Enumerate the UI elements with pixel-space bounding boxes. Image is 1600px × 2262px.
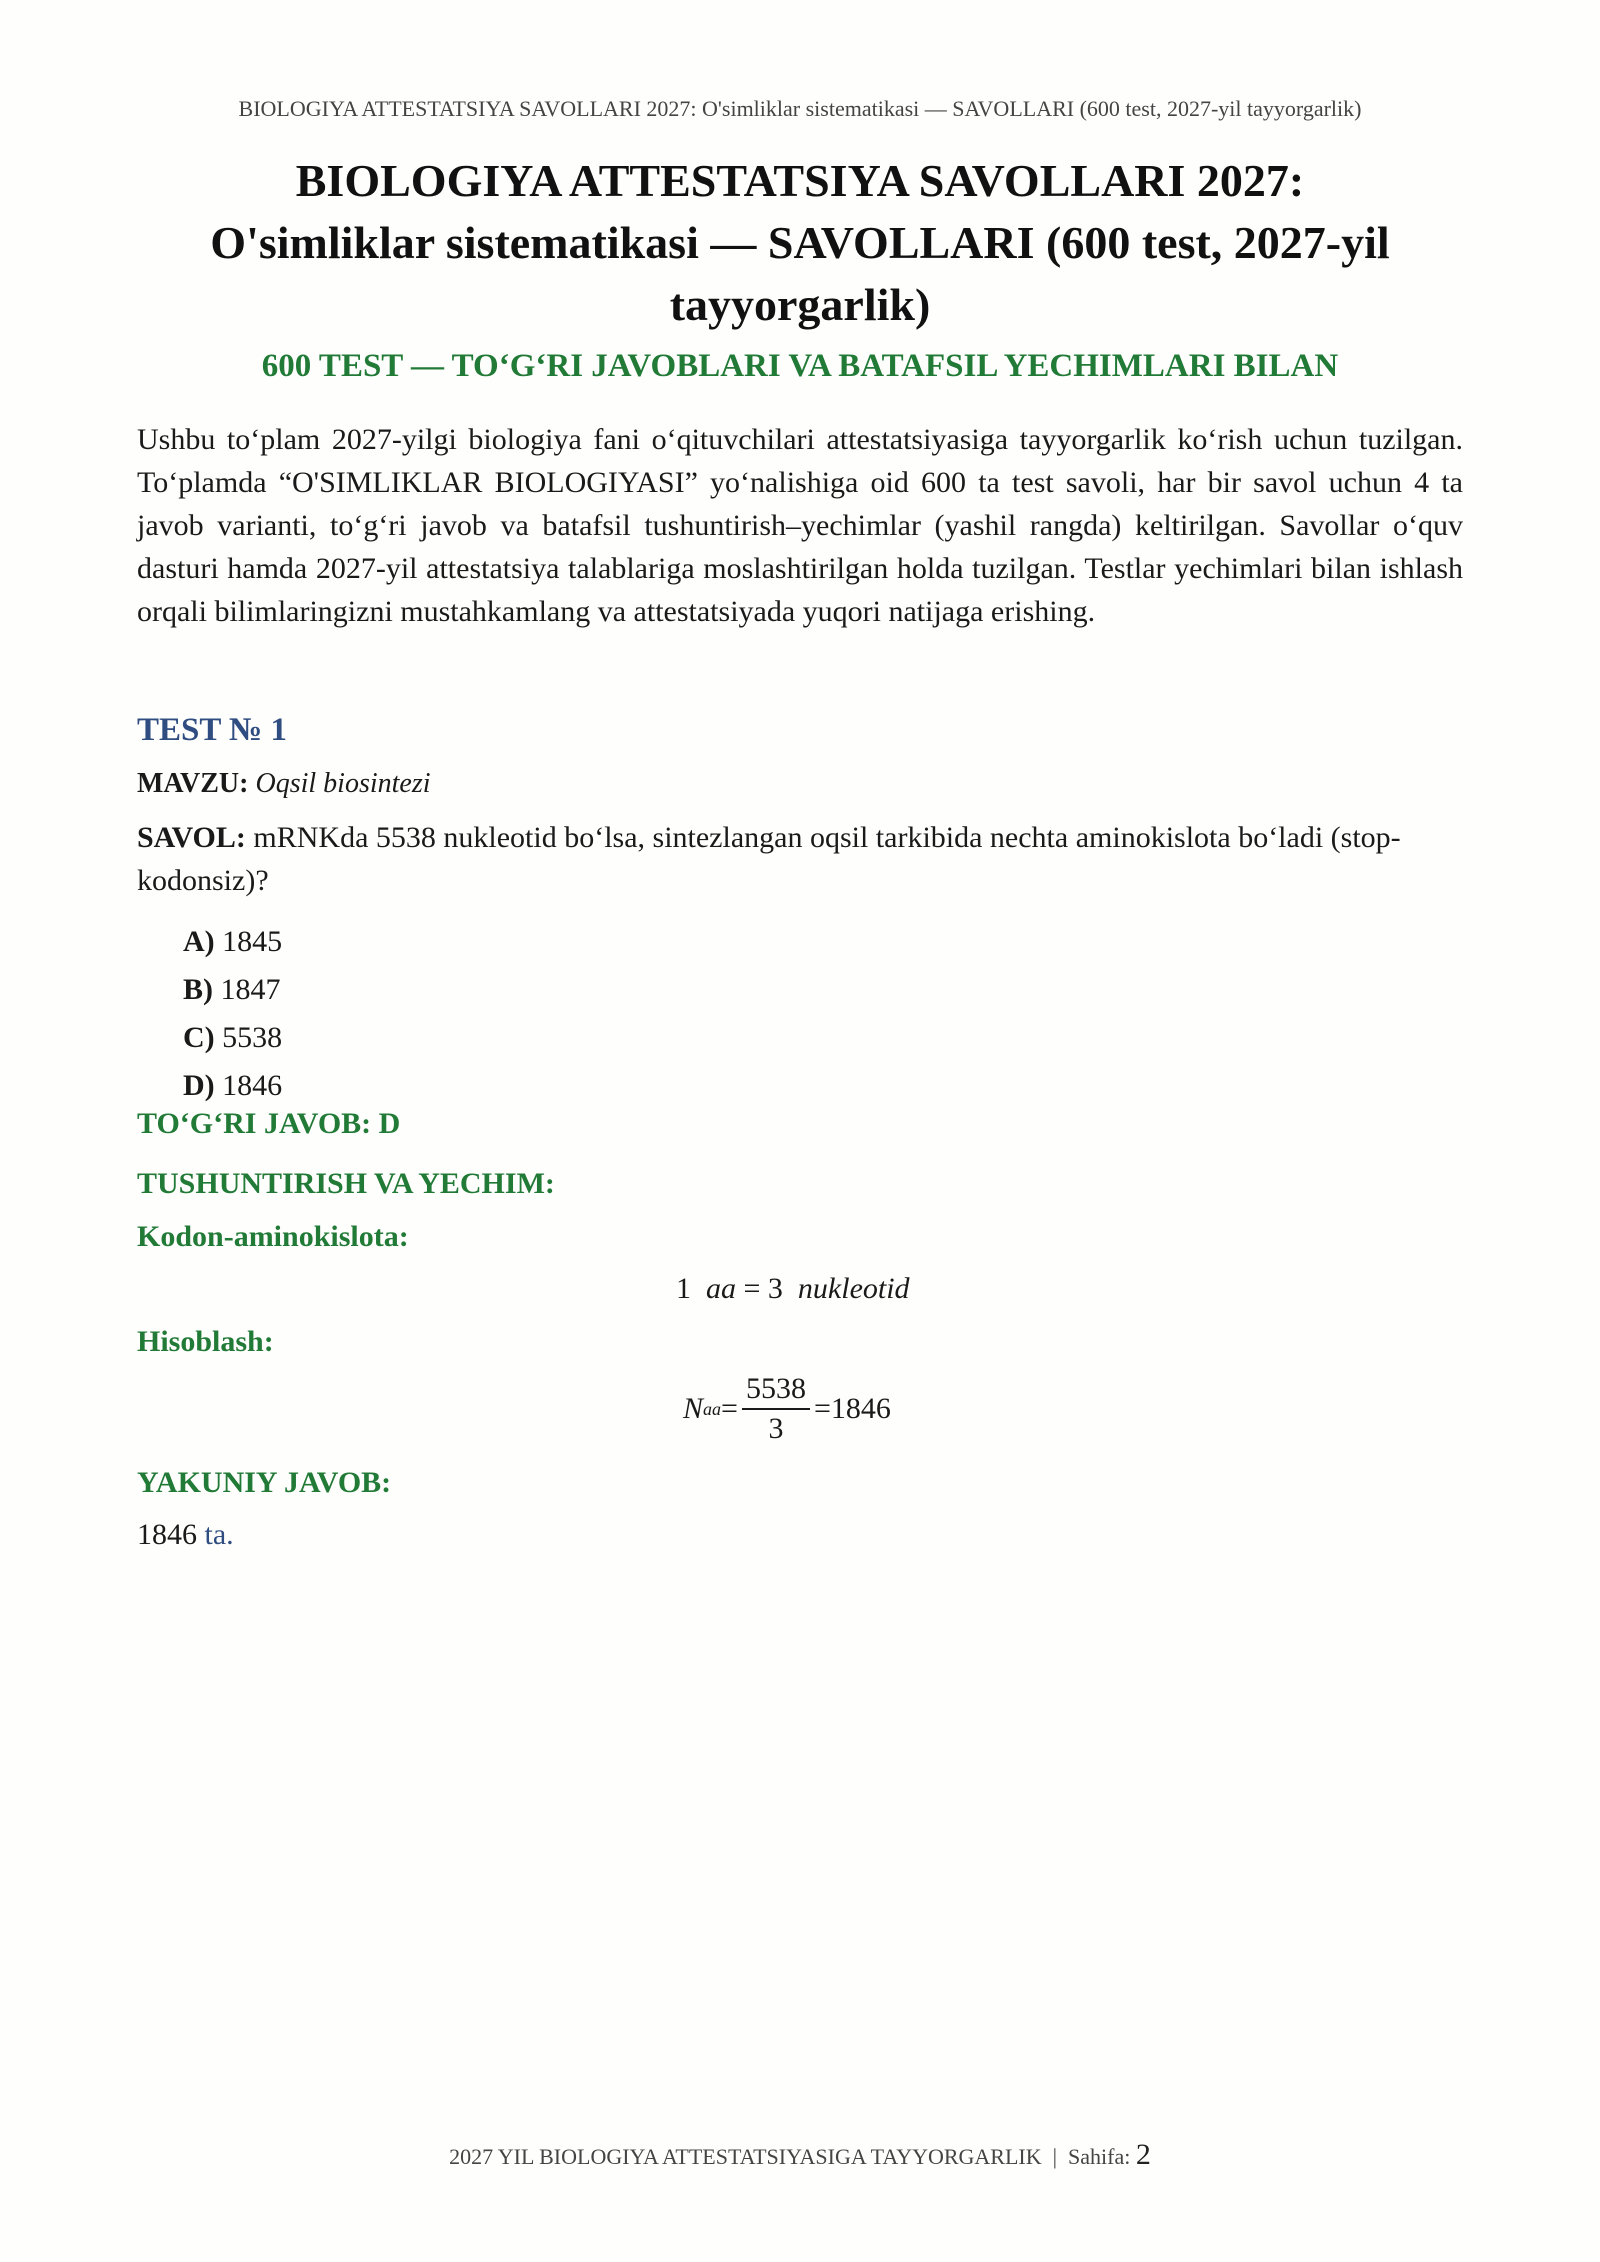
answer-options xyxy=(183,918,282,1110)
intro-paragraph: Ushbu to‘plam 2027-yilgi biologiya fani o‘qituvchilari attestatsiyasiga tayyorgarlik ko‘rish uchun tuzilgan. To‘plamda “O'SIMLIKLAR BIOLOGIYASI” yo‘nalishiga oid 600 ta test savoli, har bir savol uchun 4 ta javob varianti, to‘g‘ri javob va batafsil tushuntirish–yechimlar (yashil rangda) keltirilgan. Savollar o‘quv dasturi hamda 2027-yil attestatsiya talablariga moslashtirilgan holda tuzilgan. Testlar yechimlari bilan ishlash orqali bilimlaringizni mustahkamlang va attestatsiyada yuqori natijaga erishing. xyxy=(137,423,1463,628)
option-letter: A) xyxy=(183,925,215,958)
explanation-heading: TUSHUNTIRISH VA YECHIM: xyxy=(137,1167,555,1200)
formula-equals: = xyxy=(721,1392,738,1425)
correct-answer: TO‘G‘RI JAVOB: D xyxy=(137,1107,401,1140)
formula-fraction xyxy=(742,1370,810,1448)
option-d xyxy=(183,1062,282,1110)
running-header: BIOLOGIYA ATTESTATSIYA SAVOLLARI 2027: O'simliklar sistematikasi — SAVOLLARI (600 test, 2027-yil tayyorgarlik) xyxy=(238,96,1362,121)
option-text: 1845 xyxy=(222,925,283,958)
formula-calculation xyxy=(683,1370,891,1448)
option-text: 1846 xyxy=(222,1069,283,1102)
step-codon-label: Kodon-aminokislota: xyxy=(137,1220,409,1253)
final-answer-unit: ta. xyxy=(204,1518,234,1551)
question xyxy=(137,816,1463,902)
topic-line xyxy=(137,768,431,800)
step-calc-label: Hisoblash: xyxy=(137,1325,274,1358)
test-heading: TEST № 1 xyxy=(137,712,287,748)
final-answer-label: YAKUNIY JAVOB: xyxy=(137,1466,392,1499)
fraction-numerator: 5538 xyxy=(742,1370,810,1410)
page-number: 2 xyxy=(1135,2138,1151,2171)
formula-term: 1 xyxy=(676,1272,691,1305)
footer-separator: | xyxy=(1052,2144,1058,2169)
final-answer-value: 1846 xyxy=(137,1518,197,1551)
formula-variable: N xyxy=(683,1392,704,1425)
final-answer xyxy=(137,1518,234,1552)
option-a xyxy=(183,918,282,966)
question-text: mRNKda 5538 nukleotid bo‘lsa, sintezlangan oqsil tarkibida nechta aminokislota bo‘ladi (stop-kodonsiz)? xyxy=(137,821,1401,897)
footer-text: 2027 YIL BIOLOGIYA ATTESTATSIYASIGA TAYYORGARLIK xyxy=(449,2144,1042,2169)
option-text: 5538 xyxy=(222,1021,283,1054)
topic-value: Oqsil biosintezi xyxy=(255,768,431,799)
topic-label: MAVZU: xyxy=(137,768,249,799)
option-letter: D) xyxy=(183,1069,215,1102)
page-title xyxy=(140,150,1460,336)
formula-term: 3 xyxy=(767,1272,783,1305)
option-b xyxy=(183,966,282,1014)
formula-term: nukleotid xyxy=(797,1272,910,1305)
footer-page-label: Sahifa: xyxy=(1068,2144,1131,2169)
fraction-denominator: 3 xyxy=(768,1412,784,1445)
title-line-2: O'simliklar sistematikasi — SAVOLLARI (600 test, 2027-yil xyxy=(210,217,1390,268)
formula-result: 1846 xyxy=(830,1392,891,1425)
formula-equals: = xyxy=(813,1392,831,1425)
option-letter: C) xyxy=(183,1021,215,1054)
page-subtitle: 600 TEST — TO‘G‘RI JAVOBLARI VA BATAFSIL YECHIMLARI BILAN xyxy=(261,348,1339,384)
formula-equals: = xyxy=(743,1272,761,1305)
option-c xyxy=(183,1014,282,1062)
page-footer xyxy=(0,2138,1600,2172)
title-line-3: tayyorgarlik) xyxy=(669,279,931,330)
title-line-1: BIOLOGIYA ATTESTATSIYA SAVOLLARI 2027: xyxy=(295,155,1305,206)
option-letter: B) xyxy=(183,973,213,1006)
formula-codon xyxy=(676,1272,910,1306)
formula-subscript: aa xyxy=(703,1398,722,1419)
question-label: SAVOL: xyxy=(137,821,246,854)
formula-term: aa xyxy=(706,1272,736,1305)
option-text: 1847 xyxy=(220,973,281,1006)
